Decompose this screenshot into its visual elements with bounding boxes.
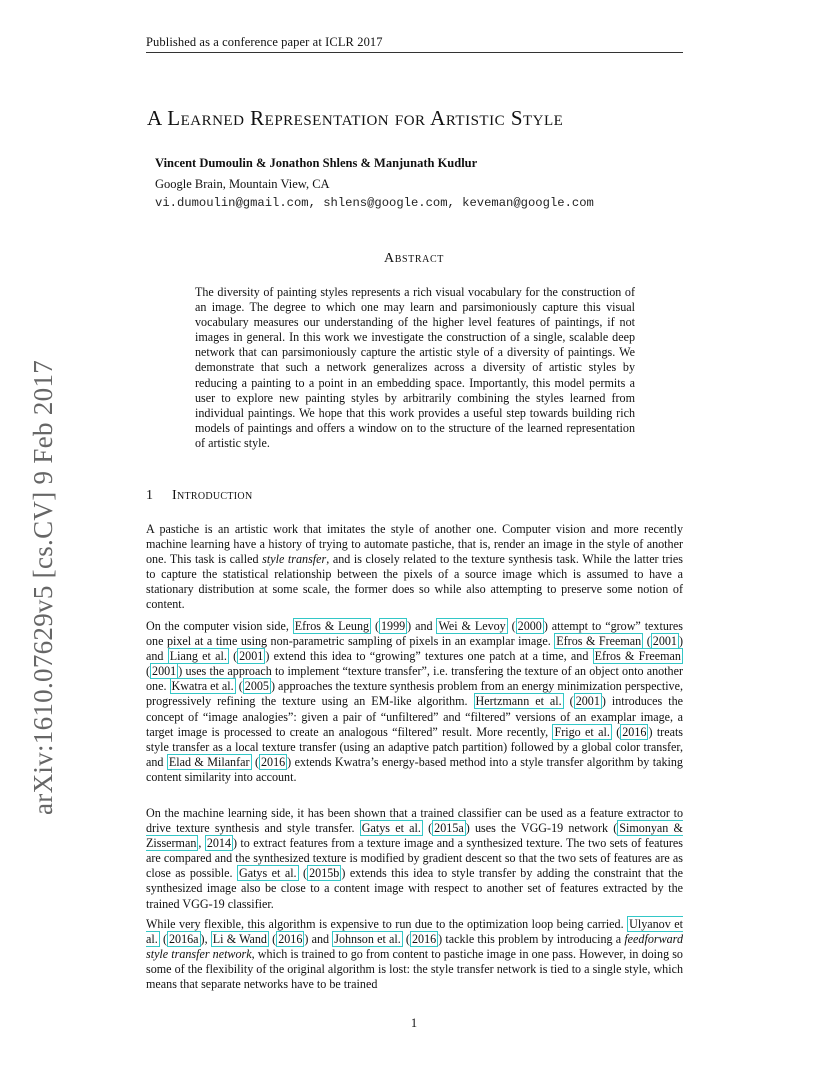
citation-link[interactable]: 2005 [244, 679, 269, 694]
intro-paragraph-3 [146, 806, 683, 912]
section-number: 1 [146, 488, 154, 503]
affiliation: Google Brain, Mountain View, CA [155, 177, 330, 191]
paragraph-text: While very flexible, this algorithm is expensive to run due to the optimization loop being carried. [146, 917, 628, 931]
emphasis-text: feedforward style transfer network [146, 932, 683, 962]
citation-link[interactable]: Ulyanov et al. [146, 917, 683, 947]
paragraph-text: ( [371, 619, 379, 633]
citation-link[interactable]: Hertzmann et al. [475, 694, 562, 709]
paragraph-text: On the computer vision side, [146, 619, 293, 633]
citation-link[interactable]: Frigo et al. [554, 724, 610, 739]
citation-link[interactable]: Simonyan & Zisserman [146, 821, 683, 851]
intro-paragraph-4 [146, 917, 683, 992]
citation-link[interactable]: 2001 [575, 694, 600, 709]
page-number: 1 [410, 1016, 418, 1030]
section-heading [146, 488, 252, 504]
citation-link[interactable]: 2016 [411, 932, 437, 947]
paragraph-text: On the machine learning side, it has been shown that a trained classifier can be used as a feature extractor to drive texture synthesis and style transfer. [146, 806, 683, 836]
citation-link[interactable]: 2016a [168, 932, 199, 947]
citation-link[interactable]: Elad & Milanfar [168, 754, 250, 769]
paragraph-text: ( [235, 679, 243, 694]
citation-link[interactable]: 2015a [434, 821, 464, 836]
paper-title: A Learned Representation for Artistic Style [147, 106, 564, 130]
abstract-heading: Abstract [384, 251, 444, 266]
paragraph-text: ) uses the VGG-19 network ( [465, 821, 618, 836]
citation-link[interactable]: 2016 [278, 932, 303, 947]
citation-link[interactable]: 1999 [380, 619, 406, 633]
citation-link[interactable]: 2016 [622, 724, 647, 739]
paragraph-text: ( [159, 932, 167, 947]
paragraph-text: ) introduces the concept of “image analogies”: given a pair of “unfiltered” and “filtered” versions of an examplar image, a target image is processed to create an analogous “filtered” result. More recently, [146, 694, 683, 739]
paragraph-text: ) uses the approach to implement “texture transfer”, i.e. transfering the texture of an object onto another one. [146, 664, 683, 694]
paragraph-text: A pastiche is an artistic work that imitates the style of another one. Computer vision and more recently machine learning have a history of trying to automate pastiche, that is, render an image in the style of another one. This task is called [146, 522, 683, 567]
paragraph-text: ) extends this idea to style transfer by adding the constraint that the synthesized image also be close to a content image with respect to another set of features extracted by the trained VGG-19 classifier. [146, 866, 683, 911]
header-rule [146, 52, 683, 53]
citation-link[interactable]: Li & Wand [212, 932, 267, 947]
paragraph-text: ( [146, 664, 151, 679]
paragraph-text: ( [563, 694, 574, 709]
paragraph-text: , [198, 836, 205, 851]
citation-link[interactable]: 2015b [309, 866, 340, 881]
running-head: Published as a conference paper at ICLR 2017 [146, 35, 383, 49]
paragraph-text: ) treats style transfer as a local texture transfer (using an adaptive patch partition) followed by a global color transfer, and [146, 724, 684, 769]
citation-link[interactable]: Efros & Freeman [594, 649, 681, 664]
citation-link[interactable]: Liang et al. [169, 649, 227, 664]
paragraph-text: ) attempt to “grow” textures one pixel at a time using non-parametric sampling of pixels in an examplar image. [146, 619, 683, 649]
citation-link[interactable]: Efros & Leung [294, 619, 370, 633]
citation-link[interactable]: Wei & Levoy [438, 619, 506, 633]
emphasis-text: style transfer [262, 552, 327, 567]
citation-link[interactable]: Johnson et al. [334, 932, 401, 947]
paragraph-text: ( [298, 866, 308, 881]
paragraph-text: ( [643, 634, 651, 649]
citation-link[interactable]: 2001 [239, 649, 264, 664]
paragraph-text: ( [251, 754, 259, 769]
citation-link[interactable]: 2000 [517, 619, 542, 633]
paragraph-text: , which is trained to go from content to pastiche image in one pass. However, in doing so some of the flexibility of the original algorithm is lost: the style transfer network is tied to a single style, which means that separate networks have to be trained [146, 947, 683, 992]
citation-link[interactable]: 2001 [152, 664, 177, 679]
paragraph-text: ) and [146, 634, 683, 664]
paragraph-text: ( [507, 619, 516, 633]
author-emails: vi.dumoulin@gmail.com, shlens@google.com, keveman@google.com [155, 196, 594, 210]
paragraph-text: ) approaches the texture synthesis problem from an energy minimization perspective, progressively refining the texture using an EM-like algorithm. [146, 679, 683, 709]
paragraph-text: ), [200, 932, 211, 947]
paragraph-text: ( [228, 649, 238, 664]
citation-link[interactable]: Gatys et al. [238, 866, 297, 881]
section-title: Introduction [172, 488, 253, 503]
paragraph-text: ( [422, 821, 433, 836]
citation-link[interactable]: Kwatra et al. [171, 679, 234, 694]
paragraph-text: , and is closely related to the texture synthesis task. While the latter tries to capture the statistical relationship between the pixels of a source image which is assumed to have a stationary distribution at some scale, the former does so while also attempting to preserve some notion of content. [146, 552, 683, 612]
arxiv-stamp: arXiv:1610.07629v5 [cs.CV] 9 Feb 2017 [28, 359, 58, 815]
paragraph-text: ( [611, 724, 621, 739]
intro-paragraph-2 [146, 619, 683, 785]
paragraph-text: ) and [407, 619, 437, 633]
paragraph-text: ( [402, 932, 410, 947]
citation-link[interactable]: Efros & Freeman [556, 634, 642, 649]
abstract-body: The diversity of painting styles represents a rich visual vocabulary for the construction of an image. The degree to which one may learn and parsimoniously capture this visual vocabulary measures our understanding of the higher level features of paintings, if not images in general. In this work we investigate the construction of a single, scalable deep network that can parsimoniously capture the artistic style of a diversity of paintings. We demonstrate that such a network generalizes across a diversity of artistic styles by reducing a painting to a point in an embedding space. Importantly, this model permits a user to explore new painting styles by arbitrarily combining the styles learned from individual paintings. We hope that this work provides a useful step towards building rich models of paintings and offers a window on to the structure of the learned representation of artistic style. [195, 285, 635, 450]
citation-link[interactable]: Gatys et al. [361, 821, 421, 836]
citation-link[interactable]: 2001 [652, 634, 677, 649]
paragraph-text: ( [268, 932, 277, 947]
paragraph-text: ) to extract features from a texture image and a synthesized texture. The two sets of features are compared and the synthesized texture is modified by gradient descent so that the two sets of features are as close as possible. [146, 836, 683, 881]
paragraph-text: ) extends Kwatra’s energy-based method into a style transfer algorithm by taking content similarity into account. [146, 754, 683, 784]
paragraph-text: ) extend this idea to “growing” textures one patch at a time, and [265, 649, 593, 664]
intro-paragraph-1 [146, 522, 683, 613]
citation-link[interactable]: 2016 [260, 754, 286, 769]
paragraph-text: ) tackle this problem by introducing a [438, 932, 625, 947]
citation-link[interactable]: 2014 [206, 836, 231, 851]
author-list: Vincent Dumoulin & Jonathon Shlens & Manjunath Kudlur [155, 156, 478, 170]
paragraph-text: ) and [304, 932, 333, 947]
